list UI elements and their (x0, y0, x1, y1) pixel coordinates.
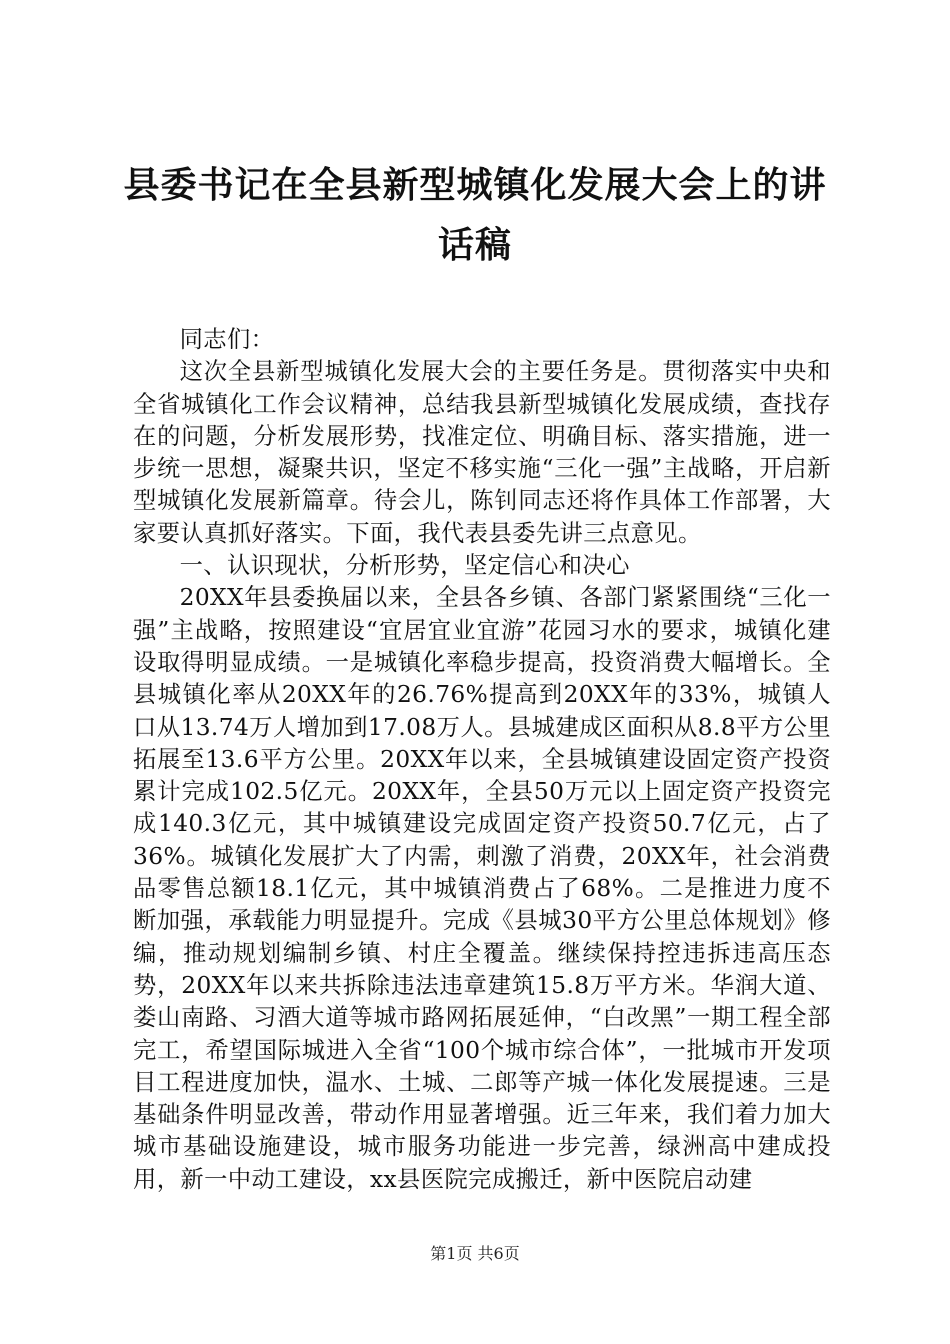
page-footer: 第1页 共6页 (430, 1244, 520, 1263)
salutation-paragraph: 同志们： (179, 326, 275, 353)
body-paragraph: 20XX年县委换届以来，全县各乡镇、各部门紧紧围绕“三化一强”主战略，按照建设“宜居宜业宜游”花园习水的要求，城镇化建设取得明显成绩。一是城镇化率稳步提高，投资消费大幅增长。全县城镇化率从20XX年的26.76%提高到20XX年的33%，城镇人口从13.74万人增加到17.08万人。县城建成区面积从8.8平方公里拓展至13.6平方公里。20XX年以来，全县城镇建设固定资产投资累计完成102.5亿元。20XX年，全县50万元以上固定资产投资完成140.3亿元，其中城镇建设完成固定资产投资50.7亿元，占了36%。城镇化发展扩大了内需，刺激了消费，20XX年，社会消费品零售总额18.1亿元，其中城镇消费占了68%。二是推进力度不断加强，承载能力明显提升。完成《县城30平方公里总体规划》修编，推动规划编制乡镇、村庄全覆盖。继续保持控违拆违高压态势，20XX年以来共拆除违法违章建筑15.8万平方米。华润大道、娄山南路、习酒大道等城市路网拓展延伸，“白改黑”一期工程全部完工，希望国际城进入全省“100个城市综合体”，一批城市开发项目工程进度加快，温水、土城、二郎等产城一体化发展提速。三是基础条件明显改善，带动作用显著增强。近三年来，我们着力加大城市基础设施建设，城市服务功能进一步完善，绿洲高中建成投用，新一中动工建设，xx县医院完成搬迁，新中医院启动建 (133, 584, 831, 1193)
intro-paragraph: 这次全县新型城镇化发展大会的主要任务是。贯彻落实中央和全省城镇化工作会议精神，总结我县新型城镇化发展成绩，查找存在的问题，分析发展形势，找准定位、明确目标、落实措施，进一步统一思想，凝聚共识，坚定不移实施“三化一强”主战略，开启新型城镇化发展新篇章。待会儿，陈钊同志还将作具体工作部署，大家要认真抓好落实。下面，我代表县委先讲三点意见。 (133, 358, 831, 547)
document-body (133, 324, 831, 1196)
section-heading: 一、认识现状，分析形势，坚定信心和决心 (179, 552, 630, 580)
document-title: 县委书记在全县新型城镇化发展大会上的讲话稿 (123, 165, 827, 266)
